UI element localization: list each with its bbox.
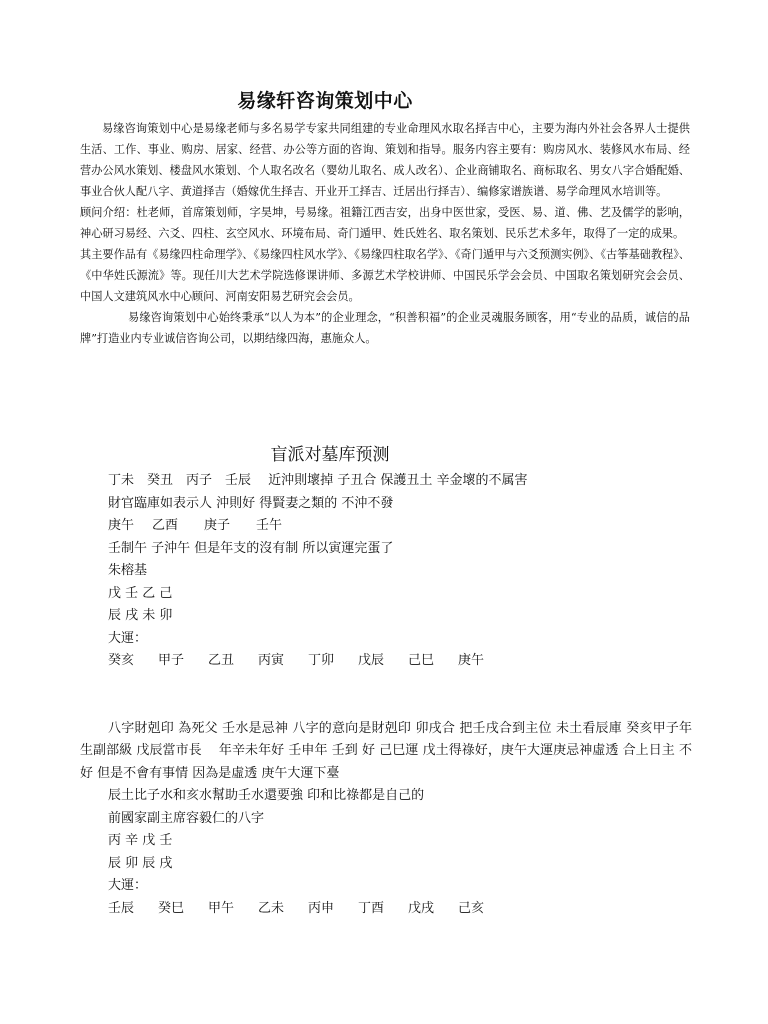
dayun-row <box>80 650 692 673</box>
pillar: 庚子 <box>204 518 231 533</box>
intro-paragraph: 其主要作品有《易缘四柱命理学》、《易缘四柱风水学》、《易缘四柱取名学》、《奇门遁甲与六爻预测实例》、《古筝基础教程》、《中华姓氏源流》等。现任川大艺术学院选修课讲师、多源艺术学校讲师、中国民乐学会会员、中国取名策划研究会会员、中国人文建筑风水中心顾问、河南安阳易艺研究会会员。 <box>80 248 690 303</box>
page-title: 易缘轩咨询策划中心 <box>237 90 413 112</box>
analysis-paragraph: 八字財剋印 為死父 壬水是忌神 八字的意向是財剋印 卯戌合 把壬戌合到主位 未土看辰庫 癸亥甲子年生副部級 戊辰當市長 年辛未年好 壬申年 壬到 好 己巳運 戊土得祿好，庚午大運庚忌神虛透 合上日主 不好 但是不會有事情 因為是虛透 庚午大運下臺 <box>80 720 692 781</box>
pillar: 壬午 <box>256 518 283 533</box>
text-line: 丁未 癸丑 丙子 壬辰 近沖則壞掉 子丑合 保護丑土 辛金壞的不属害 <box>108 473 528 488</box>
text-line: 辰土比子水和亥水幫助壬水還要強 印和比祿都是自己的 <box>108 788 425 803</box>
text-line: 財官臨庫如表示人 沖則好 得賢妻之類的 不沖不發 <box>108 495 394 511</box>
dayun-item: 壬辰 <box>108 900 135 916</box>
dayun-item: 戊戌 <box>408 900 435 916</box>
dayun-label: 大運： <box>108 630 148 646</box>
dayun-item: 甲午 <box>208 900 235 916</box>
pillars-row <box>80 515 692 538</box>
intro-paragraph: 易缘咨询策划中心始终秉承“以人为本”的企业理念，“积善积福”的企业灵魂服务顾客，用“专业的品质，诚信的品牌”打造业内专业诚信咨询公司，以期结缘四海，惠施众人。 <box>80 311 690 345</box>
intro-paragraph: 易缘咨询策划中心是易缘老师与多名易学专家共同组建的专业命理风水取名择吉中心，主要为海内外社会各界人士提供生活、工作、事业、购房、居家、经营、办公等方面的咨询、策划和指导。服务内容主要有：购房风水、装修风水布局、经营办公风水策划、楼盘风水策划、个人取名改名（婴幼儿取名、成人改名）、企业商铺取名、商标取名、男女八字合婚配婚、事业合伙人配八字、黄道择吉（婚嫁优生择吉、开业开工择吉、迁居出行择吉）、编修家谱族谱、易学命理风水培训等。 <box>80 122 690 198</box>
branches-row: 辰 戌 未 卯 <box>108 608 173 623</box>
dayun-item: 丙申 <box>308 900 335 916</box>
section-title: 盲派对墓库预测 <box>270 445 390 465</box>
branches-row: 辰 卯 辰 戌 <box>108 855 173 871</box>
dayun-row <box>80 898 692 921</box>
intro-paragraph: 顾问介绍：杜老师，首席策划师，字昊坤，号易缘。祖籍江西吉安，出身中医世家，受医、易、道、佛、艺及儒学的影响，神心研习易经、六爻、四柱、玄空风水、环境布局、奇门遁甲、姓氏姓名、取名策划、民乐艺术多年，取得了一定的成果。 <box>80 206 690 240</box>
dayun-item: 庚午 <box>458 653 485 668</box>
dayun-item: 癸巳 <box>158 900 185 916</box>
dayun-item: 戊辰 <box>358 653 385 668</box>
person-name: 朱榕基 <box>108 563 148 578</box>
dayun-item: 甲子 <box>158 653 185 668</box>
stems-row: 戊 壬 乙 己 <box>108 585 173 601</box>
dayun-item: 己巳 <box>408 653 435 668</box>
dayun-item: 癸亥 <box>108 653 135 668</box>
dayun-item: 丙寅 <box>258 653 285 668</box>
section-body <box>80 470 692 920</box>
intro-section <box>80 118 690 349</box>
dayun-item: 己亥 <box>458 900 485 916</box>
dayun-item: 丁卯 <box>308 653 335 668</box>
dayun-label: 大運： <box>108 878 148 893</box>
dayun-item: 丁酉 <box>358 900 385 916</box>
dayun-item: 乙丑 <box>208 653 235 668</box>
dayun-item: 乙未 <box>258 900 285 916</box>
spacer <box>80 673 692 718</box>
text-line: 壬制午 子沖午 但是年支的沒有制 所以寅運完蛋了 <box>108 540 394 556</box>
stems-row: 丙 辛 戊 壬 <box>108 833 173 848</box>
pillar: 乙酉 <box>152 518 179 533</box>
text-line: 前國家副主席容毅仁的八字 <box>108 810 265 826</box>
pillar: 庚午 <box>108 518 135 533</box>
